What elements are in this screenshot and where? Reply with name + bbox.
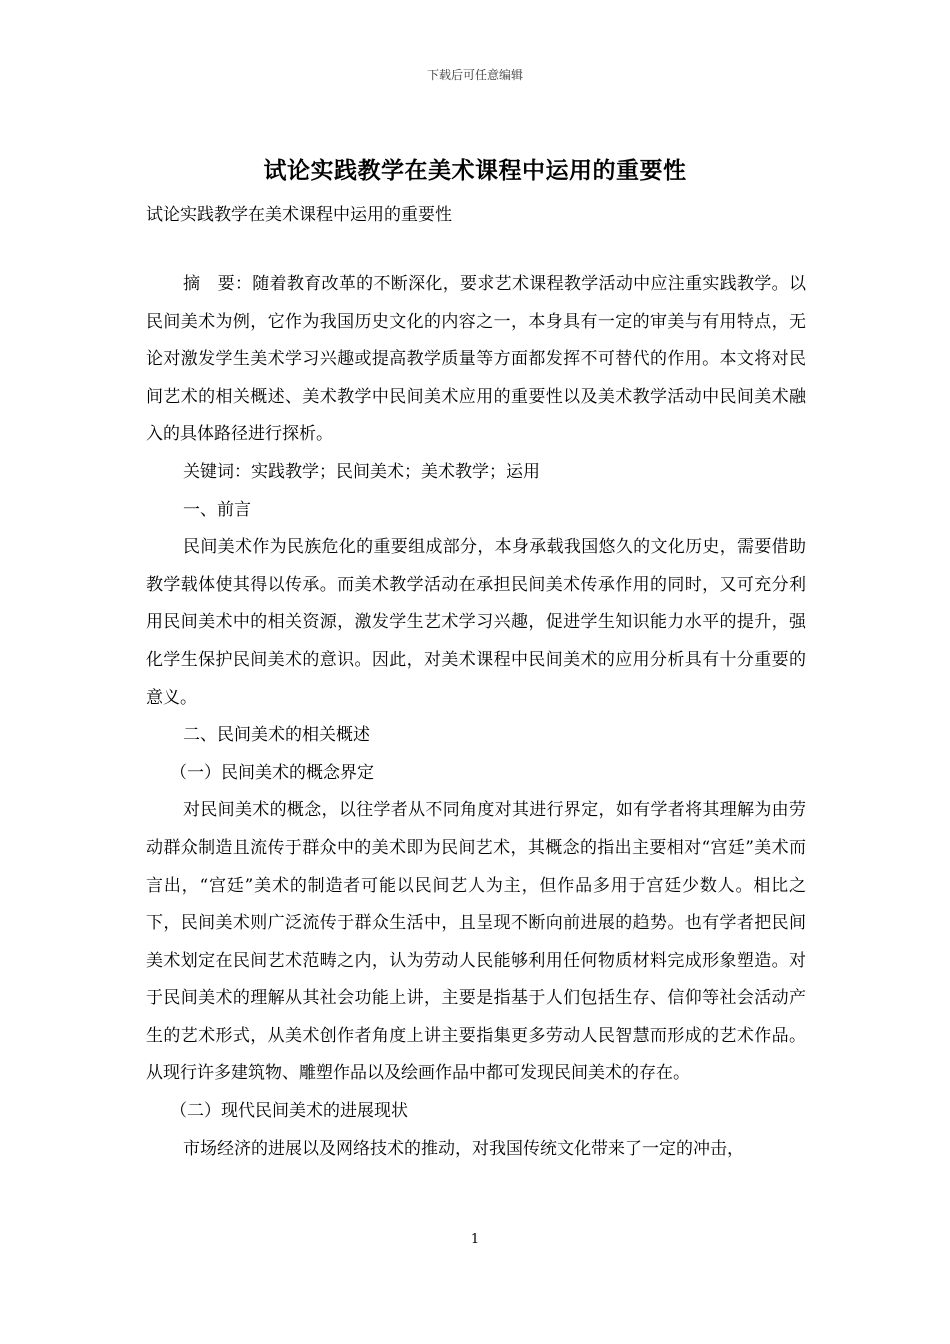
abstract-paragraph: 摘 要：随着教育改革的不断深化，要求艺术课程教学活动中应注重实践教学。以民间美术为例，它作为我国历史文化的内容之一，本身具有一定的审美与有用特点，无论对激发学生美术学习兴趣或提高教学质量等方面都发挥不可替代的作用。本文将对民间艺术的相关概述、美术教学中民间美术应用的重要性以及美术教学活动中民间美术融入的具体路径进行探析。 [146,274,806,445]
document-subtitle: 试论实践教学在美术课程中运用的重要性 [146,205,452,225]
page-number: 1 [470,1232,480,1247]
section-heading-introduction: 一、前言 [183,499,251,520]
section-heading-overview: 二、民间美术的相关概述 [183,725,370,746]
header-note: 下载后可任意编辑 [426,68,523,82]
status-paragraph: 市场经济的进展以及网络技术的推动，对我国传统文化带来了一定的冲击， [183,1138,744,1159]
keywords-line: 关键词：实践教学；民间美术；美术教学；运用 [183,461,540,482]
subsection-heading-status: （二）现代民间美术的进展现状 [170,1101,408,1122]
introduction-paragraph: 民间美术作为民族危化的重要组成部分，本身承载我国悠久的文化历史，需要借助教学载体使其得以传承。而美术教学活动在承担民间美术传承作用的同时，又可充分利用民间美术中的相关资源，激发学生艺术学习兴趣，促进学生知识能力水平的提升，强化学生保护民间美术的意识。因此，对美术课程中民间美术的应用分析具有十分重要的意义。 [146,537,806,708]
document-title: 试论实践教学在美术课程中运用的重要性 [263,158,687,184]
definition-paragraph: 对民间美术的概念，以往学者从不同角度对其进行界定，如有学者将其理解为由劳动群众制造且流传于群众中的美术即为民间艺术，其概念的指出主要相对“宫廷”美术而言出，“宫廷”美术的制造者可能以民间艺人为主，但作品多用于宫廷少数人。相比之下，民间美术则广泛流传于群众生活中，且呈现不断向前进展的趋势。也有学者把民间美术划定在民间艺术范畴之内，认为劳动人民能够利用任何物质材料完成形象塑造。对于民间美术的理解从其社会功能上讲，主要是指基于人们包括生存、信仰等社会活动产生的艺术形式，从美术创作者角度上讲主要指集更多劳动人民智慧而形成的艺术作品。从现行许多建筑物、雕塑作品以及绘画作品中都可发现民间美术的存在。 [146,800,806,1084]
subsection-heading-definition: （一）民间美术的概念界定 [170,762,374,783]
document-body [146,266,806,1168]
